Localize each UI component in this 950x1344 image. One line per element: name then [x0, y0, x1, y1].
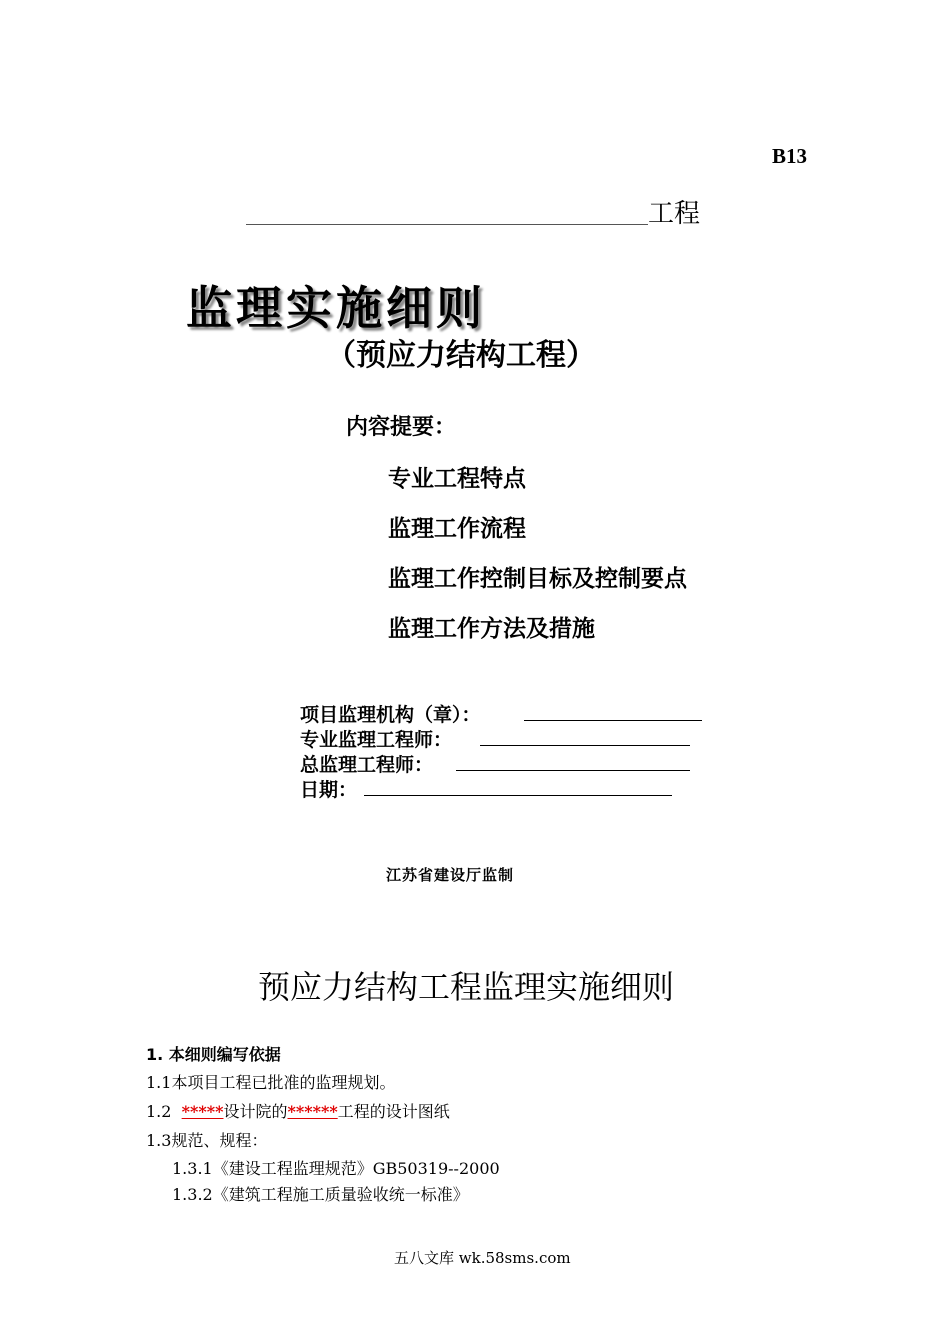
sign-date-label: 日期：	[300, 779, 358, 801]
sign-engineer-line	[480, 745, 690, 746]
footer: 五八文库 wk.58sms.com	[394, 1249, 571, 1267]
item-mid: 设计院的	[223, 1102, 288, 1121]
summary-item: 监理工作流程	[388, 516, 526, 542]
section-heading: 1. 本细则编写依据	[146, 1045, 281, 1064]
list-item: 1.3规范、规程：	[146, 1131, 268, 1150]
main-title: 监理实施细则	[186, 281, 486, 335]
sign-org-line	[524, 720, 702, 721]
project-name-blank	[246, 224, 648, 225]
summary-item: 监理工作控制目标及控制要点	[388, 566, 687, 592]
item-suffix: 工程的设计图纸	[337, 1102, 450, 1121]
sign-chief-line	[456, 770, 690, 771]
sign-engineer-label: 专业监理工程师：	[300, 729, 453, 751]
placeholder-red: *****	[181, 1102, 224, 1121]
sign-chief-label: 总监理工程师：	[300, 754, 434, 776]
sign-date-line	[364, 795, 672, 796]
summary-label: 内容提要：	[346, 415, 457, 440]
issuer: 江苏省建设厅监制	[386, 866, 515, 884]
list-item: 1.3.2《建筑工程施工质量验收统一标准》	[172, 1185, 469, 1204]
summary-item: 监理工作方法及措施	[388, 616, 595, 642]
item-prefix: 1.2	[146, 1102, 182, 1121]
list-item: 1.1本项目工程已批准的监理规划。	[146, 1073, 396, 1092]
summary-item: 专业工程特点	[388, 466, 526, 492]
project-suffix: 工程	[648, 199, 701, 229]
form-code: B13	[772, 144, 808, 168]
placeholder-red: ******	[287, 1102, 338, 1121]
list-item: 1.3.1《建设工程监理规范》GB50319--2000	[172, 1159, 500, 1178]
list-item	[146, 1099, 450, 1122]
sign-org-label: 项目监理机构（章）：	[300, 704, 481, 726]
sub-title: （预应力结构工程）	[326, 338, 596, 373]
doc-title: 预应力结构工程监理实施细则	[258, 968, 675, 1006]
